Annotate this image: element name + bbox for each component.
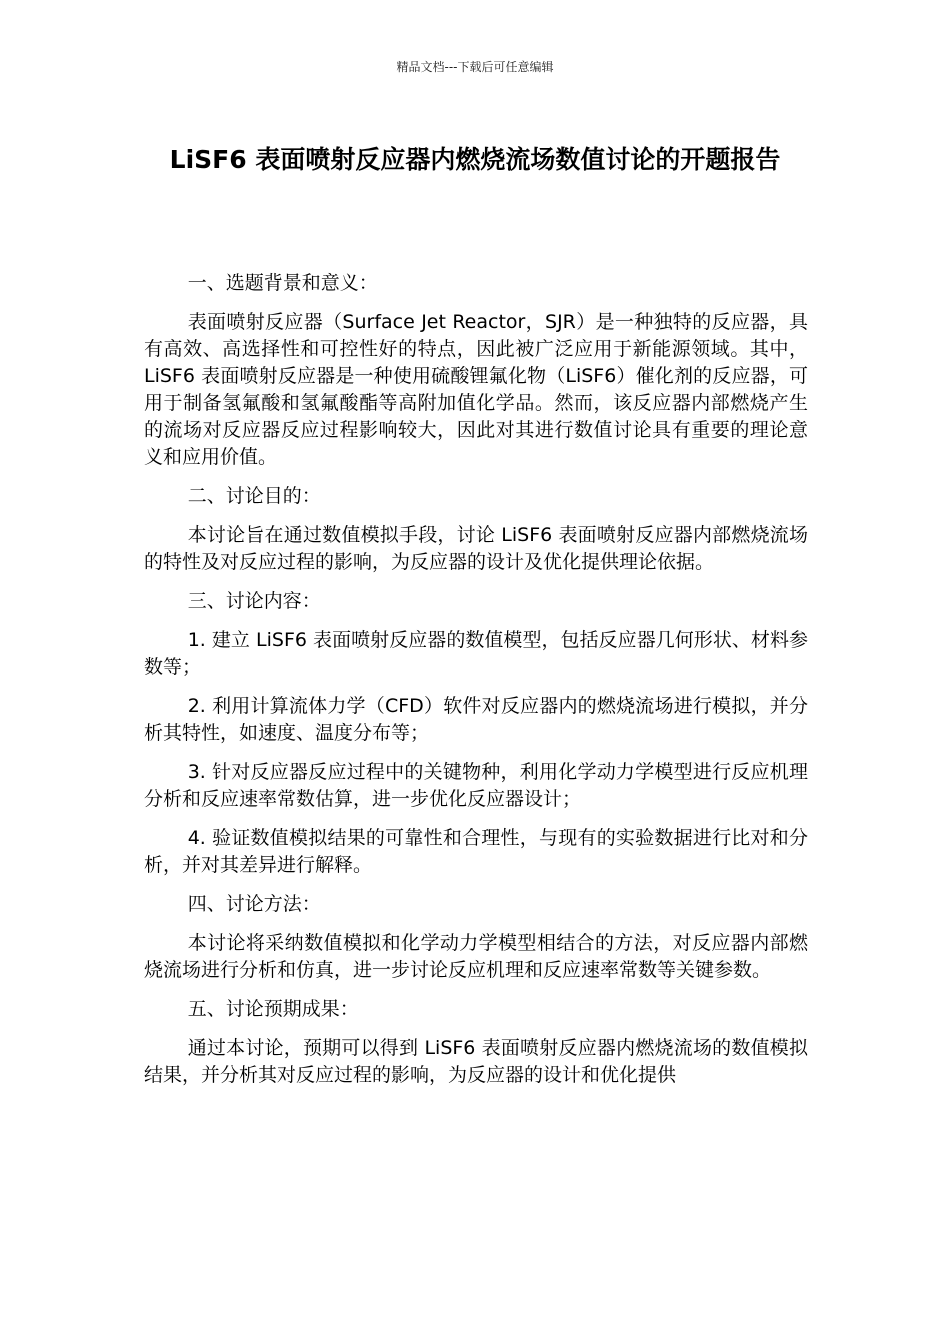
section-heading-expected-results: 五、讨论预期成果： <box>187 998 359 1020</box>
section-heading-content: 三、讨论内容： <box>187 590 321 612</box>
document-title: LiSF6 表面喷射反应器内燃烧流场数值讨论的开题报告 <box>169 145 781 174</box>
header-note: 精品文档---下载后可任意编辑 <box>396 60 554 74</box>
list-item-content-2: 2. 利用计算流体力学（CFD）软件对反应器内的燃烧流场进行模拟，并分析其特性，如速度、温度分布等； <box>144 695 808 744</box>
section-heading-method: 四、讨论方法： <box>187 893 321 915</box>
document-body <box>144 270 808 1101</box>
paragraph-method: 本讨论将采纳数值模拟和化学动力学模型相结合的方法，对反应器内部燃烧流场进行分析和仿真，进一步讨论反应机理和反应速率常数等关键参数。 <box>144 932 808 981</box>
list-item-content-1: 1. 建立 LiSF6 表面喷射反应器的数值模型，包括反应器几何形状、材料参数等； <box>144 629 808 678</box>
paragraph-purpose: 本讨论旨在通过数值模拟手段，讨论 LiSF6 表面喷射反应器内部燃烧流场的特性及对反应过程的影响，为反应器的设计及优化提供理论依据。 <box>144 524 808 573</box>
paragraph-background: 表面喷射反应器（Surface Jet Reactor，SJR）是一种独特的反应器，具有高效、高选择性和可控性好的特点，因此被广泛应用于新能源领域。其中，LiSF6 表面喷射反应器是一种使用硫酸锂氟化物（LiSF6）催化剂的反应器，可用于制备氢氟酸和氢氟酸酯等高附加值化学品。然而，该反应器内部燃烧产生的流场对反应器反应过程影响较大，因此对其进行数值讨论具有重要的理论意义和应用价值。 <box>144 311 808 468</box>
section-heading-background: 一、选题背景和意义： <box>187 272 378 294</box>
list-item-content-4: 4. 验证数值模拟结果的可靠性和合理性，与现有的实验数据进行比对和分析，并对其差异进行解释。 <box>144 827 808 876</box>
section-heading-purpose: 二、讨论目的： <box>187 485 321 507</box>
list-item-content-3: 3. 针对反应器反应过程中的关键物种，利用化学动力学模型进行反应机理分析和反应速率常数估算，进一步优化反应器设计； <box>144 761 808 810</box>
paragraph-expected-results: 通过本讨论，预期可以得到 LiSF6 表面喷射反应器内燃烧流场的数值模拟结果，并分析其对反应过程的影响，为反应器的设计和优化提供 <box>144 1037 808 1086</box>
